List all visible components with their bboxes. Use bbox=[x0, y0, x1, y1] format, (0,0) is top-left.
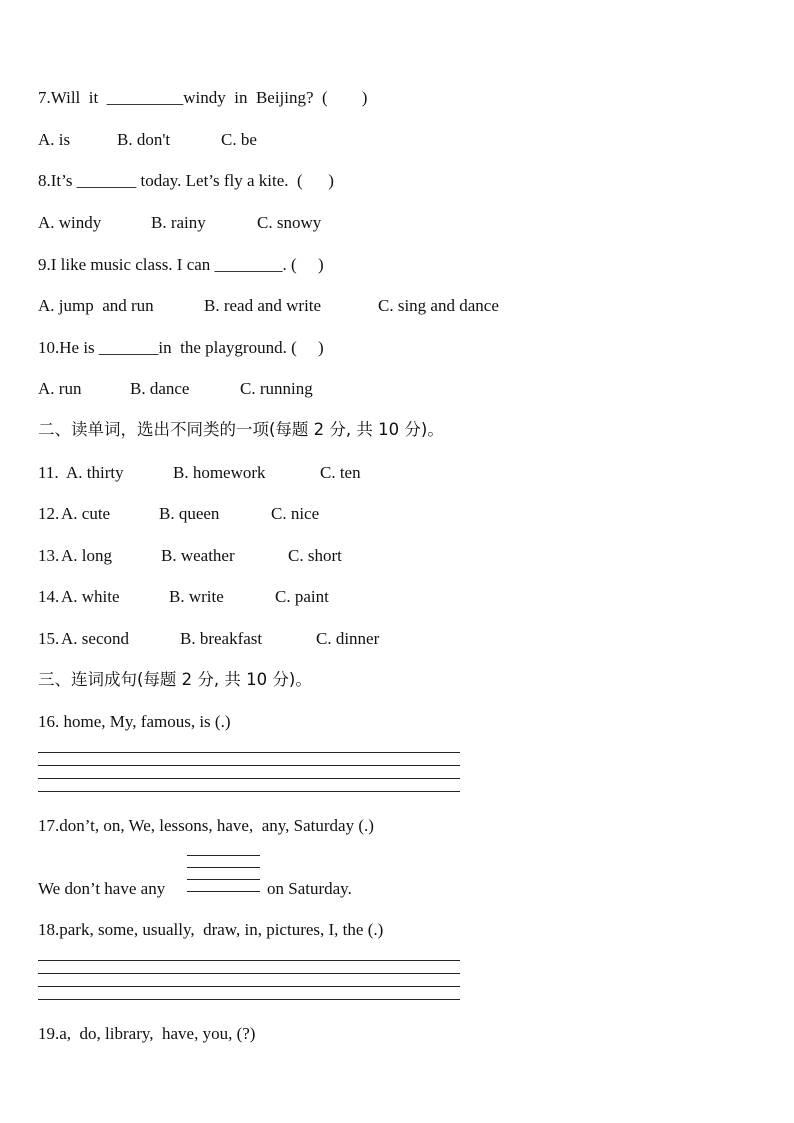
q11-number: 11. bbox=[38, 463, 63, 482]
q11-option-b: B. homework bbox=[173, 463, 266, 482]
q12-option-c: C. nice bbox=[271, 504, 320, 523]
question-8-stem: 8.It’s _______ today. Let’s fly a kite. ( ) bbox=[38, 171, 334, 190]
q14-number: 14. bbox=[38, 587, 60, 606]
answer-rule bbox=[38, 999, 460, 1000]
answer-rule bbox=[38, 986, 460, 987]
q15-option-b: B. breakfast bbox=[180, 629, 263, 648]
q14-option-c: C. paint bbox=[275, 587, 329, 606]
q17-blank-rule bbox=[187, 891, 260, 892]
answer-rule bbox=[38, 765, 460, 766]
q8-option-c: C. snowy bbox=[257, 213, 322, 232]
q17-blank-rule bbox=[187, 855, 260, 856]
q12-option-b: B. queen bbox=[159, 504, 220, 523]
q15-option-c: C. dinner bbox=[316, 629, 380, 648]
question-16-prompt: 16. home, My, famous, is (.) bbox=[38, 712, 231, 731]
q14-option-b: B. write bbox=[169, 587, 224, 606]
q8-option-a: A. windy bbox=[38, 213, 102, 232]
q17-sentence-end: on Saturday. bbox=[267, 879, 352, 898]
q13-option-c: C. short bbox=[288, 546, 342, 565]
q17-blank-rule bbox=[187, 879, 260, 880]
question-19-prompt: 19.a, do, library, have, you, (?) bbox=[38, 1024, 256, 1043]
q12-number: 12. bbox=[38, 504, 60, 523]
question-10-stem: 10.He is _______in the playground. ( ) bbox=[38, 338, 324, 357]
question-18-prompt: 18.park, some, usually, draw, in, pictures, I, the (.) bbox=[38, 920, 384, 939]
q8-option-b: B. rainy bbox=[151, 213, 206, 232]
q10-option-a: A. run bbox=[38, 379, 82, 398]
q13-number: 13. bbox=[38, 546, 60, 565]
section-3-heading: 三、连词成句(每题 2 分, 共 10 分)。 bbox=[38, 670, 312, 689]
answer-rule bbox=[38, 752, 460, 753]
answer-rule bbox=[38, 791, 460, 792]
q14-option-a: A. white bbox=[61, 587, 120, 606]
q17-sentence-start: We don’t have any bbox=[38, 879, 166, 898]
section-2-heading: 二、读单词，选出不同类的一项(每题 2 分, 共 10 分)。 bbox=[38, 420, 444, 439]
q10-option-b: B. dance bbox=[130, 379, 190, 398]
question-17-prompt: 17.don’t, on, We, lessons, have, any, Saturday (.) bbox=[38, 816, 374, 835]
answer-rule bbox=[38, 973, 460, 974]
q11-option-c: C. ten bbox=[320, 463, 361, 482]
q11-option-a: A. thirty bbox=[66, 463, 124, 482]
q16-answer-lines bbox=[38, 752, 460, 792]
q12-option-a: A. cute bbox=[61, 504, 111, 523]
q15-number: 15. bbox=[38, 629, 60, 648]
q10-option-c: C. running bbox=[240, 379, 313, 398]
answer-rule bbox=[38, 778, 460, 779]
q13-option-b: B. weather bbox=[161, 546, 235, 565]
q17-blank-rule bbox=[187, 867, 260, 868]
q7-option-a: A. is bbox=[38, 130, 71, 149]
q15-option-a: A. second bbox=[61, 629, 129, 648]
answer-rule bbox=[38, 960, 460, 961]
q7-option-b: B. don't bbox=[117, 130, 171, 149]
q9-option-b: B. read and write bbox=[204, 296, 322, 315]
q7-option-c: C. be bbox=[221, 130, 257, 149]
question-7-stem: 7.Will it _________windy in Beijing? ( ) bbox=[38, 88, 368, 107]
q9-option-a: A. jump and run bbox=[38, 296, 154, 315]
q13-option-a: A. long bbox=[61, 546, 112, 565]
q18-answer-lines bbox=[38, 960, 460, 1000]
question-9-stem: 9.I like music class. I can ________. ( ) bbox=[38, 255, 324, 274]
q9-option-c: C. sing and dance bbox=[378, 296, 499, 315]
